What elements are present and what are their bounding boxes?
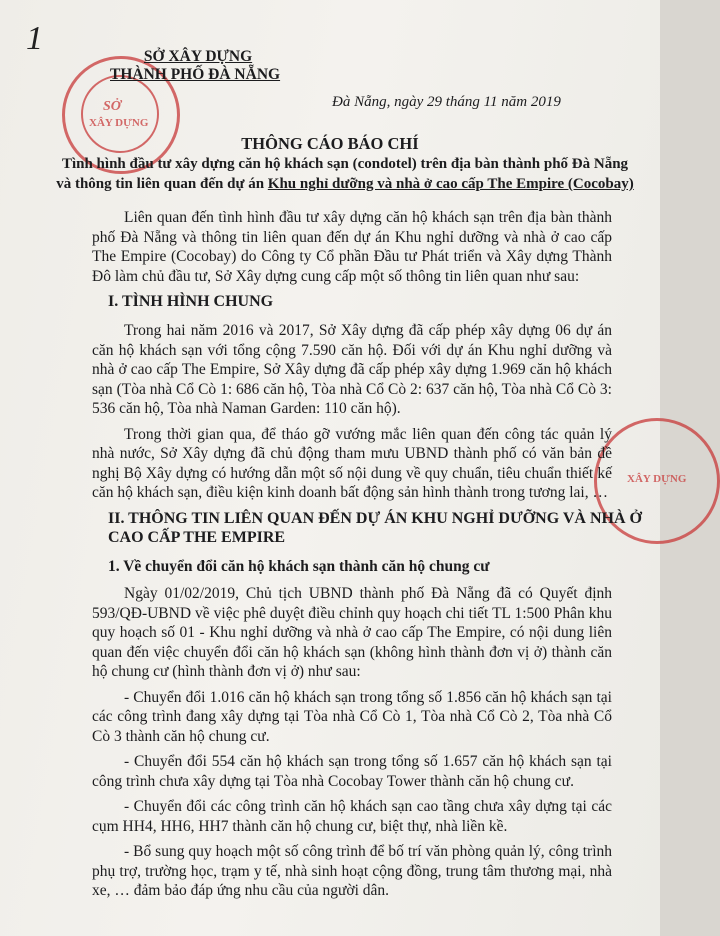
subtitle-project-name: Khu nghỉ dưỡng và nhà ở cao cấp The Empire (Cocobay) xyxy=(267,176,634,192)
seal-text-name: XÂY DỰNG xyxy=(89,117,149,129)
section-1-paragraph-1: Trong hai năm 2016 và 2017, Sở Xây dựng đã cấp phép xây dựng 06 dự án căn hộ khách sạn với tổng cộng 7.590 căn hộ. Đối với dự án Khu nghỉ dưỡng và nhà ở cao cấp The Empire, Sở Xây dựng đã cấp phép xây dựng 1.969 căn hộ khách sạn (Tòa nhà Cổ Cò 1: 686 căn hộ, Tòa nhà Cổ Cò 2: 637 căn hộ, Tòa nhà Cổ Cò 3: 536 căn hộ, Tòa nhà Naman Garden: 110 căn hộ). xyxy=(92,322,612,417)
document-subtitle xyxy=(40,154,650,194)
handwritten-mark: 1 xyxy=(26,20,43,57)
seal-text-so: SỞ xyxy=(103,99,121,114)
subtitle-line-2-prefix: và thông tin liên quan đến dự án xyxy=(56,176,268,192)
bullet-item-2: - Chuyển đổi 554 căn hộ khách sạn trong tổng số 1.657 căn hộ khách sạn tại công trình chưa xây dựng tại Tòa nhà Cocobay Tower thành căn hộ chung cư. xyxy=(92,753,612,790)
agency-line-1: SỞ XÂY DỰNG xyxy=(143,48,253,65)
subsection-1-paragraph: Ngày 01/02/2019, Chủ tịch UBND thành phố Đà Nẵng đã có Quyết định 593/QĐ-UBND về việc phê duyệt điều chỉnh quy hoạch chi tiết TL 1:500 Phân khu quy hoạch số 01 - Khu nghỉ dưỡng và nhà ở cao cấp The Empire, có nội dung liên quan đến việc chuyển đổi căn hộ khách sạn (không hình thành đơn vị ở) thành căn hộ chung cư (hình thành đơn vị ở) như sau: xyxy=(92,585,612,680)
subtitle-line-2 xyxy=(40,174,650,194)
document-date: Đà Nẵng, ngày 29 tháng 11 năm 2019 xyxy=(332,94,561,110)
subsection-1-heading: 1. Về chuyển đổi căn hộ khách sạn thành căn hộ chung cư xyxy=(108,557,490,575)
seal-partial-text: XÂY DỰNG xyxy=(627,473,687,485)
subtitle-line-1: Tình hình đầu tư xây dựng căn hộ khách sạn (condotel) trên địa bàn thành phố Đà Nẵng xyxy=(61,156,629,172)
intro-paragraph: Liên quan đến tình hình đầu tư xây dựng căn hộ khách sạn trên địa bàn thành phố Đà Nẵng và thông tin liên quan đến dự án Khu nghỉ dưỡng và nhà ở cao cấp The Empire (Cocobay) do Công ty Cổ phần Đầu tư Phát triển và Xây dựng Thành Đô làm chủ đầu tư, Sở Xây dựng cung cấp một số thông tin liên quan như sau: xyxy=(92,209,612,285)
bullet-item-1: - Chuyển đổi 1.016 căn hộ khách sạn trong tổng số 1.856 căn hộ khách sạn tại các công trình đang xây dựng tại Tòa nhà Cổ Cò 1, Tòa nhà Cổ Cò 2, Tòa nhà Cổ Cò 3 thành căn hộ chung cư. xyxy=(92,688,612,745)
document-body xyxy=(92,208,642,907)
bullet-item-3: - Chuyển đổi các công trình căn hộ khách sạn cao tầng chưa xây dựng tại các cụm HH4, HH6, HH7 thành căn hộ chung cư, biệt thự, nhà liền kề. xyxy=(92,798,612,835)
bullet-item-4: - Bổ sung quy hoạch một số công trình để bố trí văn phòng quản lý, công trình phụ trợ, trường học, trạm y tế, nhà sinh hoạt cộng đồng, trung tâm thương mại, nhà xe, … đảm bảo đáp ứng nhu cầu của người dân. xyxy=(92,843,612,899)
agency-line-2: THÀNH PHỐ ĐÀ NẴNG xyxy=(110,66,281,83)
section-2-heading: II. THÔNG TIN LIÊN QUAN ĐẾN DỰ ÁN KHU NGHỈ DƯỠNG VÀ NHÀ Ở CAO CẤP THE EMPIRE xyxy=(108,509,642,546)
section-1-heading: I. TÌNH HÌNH CHUNG xyxy=(108,293,274,310)
document-title: THÔNG CÁO BÁO CHÍ xyxy=(241,134,419,153)
section-1-paragraph-2: Trong thời gian qua, để tháo gỡ vướng mắc liên quan đến công tác quản lý nhà nước, Sở Xây dựng đã chủ động tham mưu UBND thành phố có văn bản đề nghị Bộ Xây dựng có hướng dẫn một số nội dung về quy chuẩn, tiêu chuẩn thiết kế căn hộ khách sạn, điều kiện kinh doanh bất động sản hình thành trong tương lai, … xyxy=(92,425,612,501)
issuing-agency xyxy=(110,48,281,84)
